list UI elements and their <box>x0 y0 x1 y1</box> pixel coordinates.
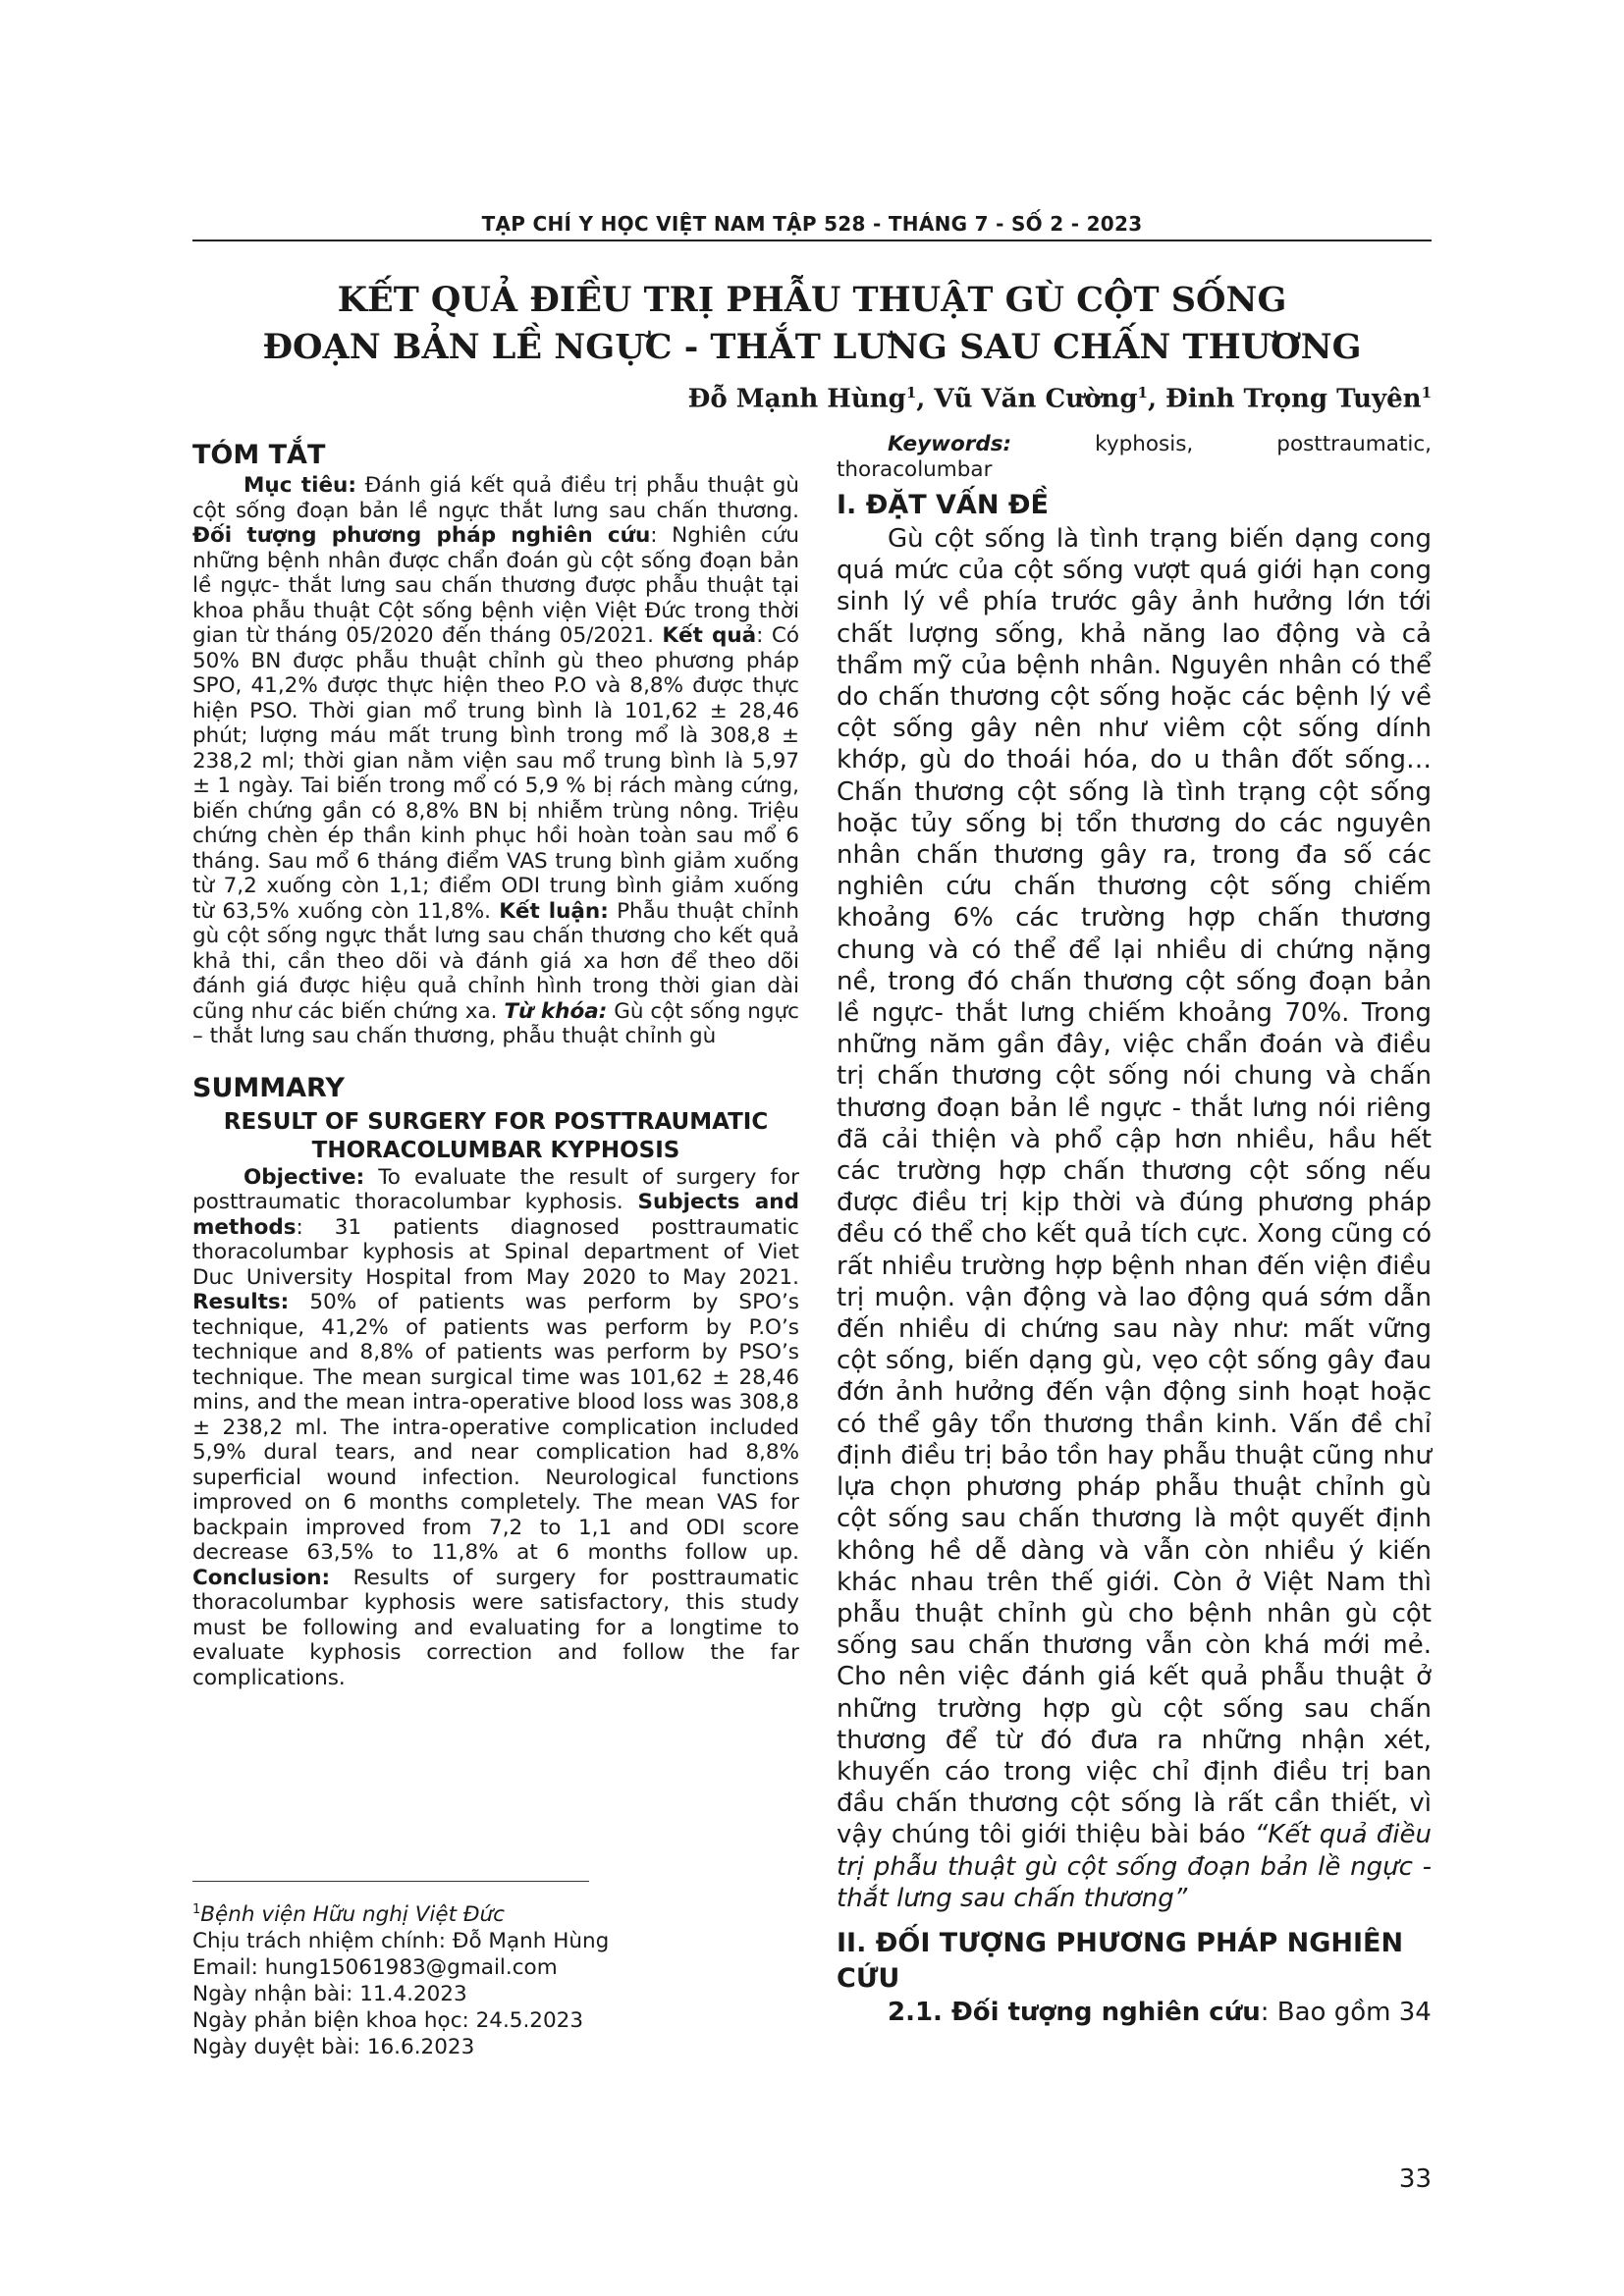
section-1-body <box>837 523 1432 1914</box>
footnote-divider <box>192 1881 589 1882</box>
journal-header: TẠP CHÍ Y HỌC VIỆT NAM TẬP 528 - THÁNG 7 - SỐ 2 - 2023 <box>481 212 1143 236</box>
summary-objective-text: To evaluate the result of surgery for posttraumatic thoracolumbar kyphosis. <box>192 1164 799 1214</box>
author-name: Vũ Văn Cường <box>934 384 1138 414</box>
footnote-received: Ngày nhận bài: 11.4.2023 <box>192 1982 467 2007</box>
objective-text: Đánh giá kết quả điều trị phẫu thuật gù cột sống đoạn bản lề ngực thắt lưng sau chấn thương. <box>192 473 799 523</box>
keywords-label: Từ khóa: <box>504 998 608 1024</box>
tomtat-abstract <box>192 473 799 1049</box>
author-separator: , <box>916 384 935 414</box>
summary-heading: SUMMARY <box>192 1072 345 1103</box>
conclusion-text: Phẫu thuật chỉnh gù cột sống ngực thắt lưng sau chấn thương cho kết quả khả thi, cần theo dõi và đánh giá xa hơn để theo dõi đánh giá được hiệu quả chỉnh hình trong thời gian dài cũng như các biến chứng xa. <box>192 898 800 1024</box>
footnotes <box>192 1896 799 2060</box>
summary-title <box>192 1108 799 1165</box>
author-name: Đỗ Mạnh Hùng <box>687 384 906 414</box>
summary-methods-label: Subjects and methods <box>192 1190 799 1240</box>
section-2-1-text: : Bao gồm 34 <box>1260 1997 1432 2027</box>
keywords-text: Gù cột sống ngực – thắt lưng sau chấn thương, phẫu thuật chỉnh gù <box>192 998 799 1048</box>
left-column <box>192 438 799 1690</box>
section-1-heading: I. ĐẶT VẤN ĐỀ <box>837 490 1049 520</box>
summary-conclusion-label: Conclusion: <box>192 1565 331 1590</box>
section-1-text: Gù cột sống là tình trạng biến dạng cong quá mức của cột sống vượt quá giới hạn cong sinh lý về phía trước gây ảnh hưởng lớn tới chất lượng sống, khả năng lao động và cả thẩm mỹ của bệnh nhân. Nguyên nhân có thể do chấn thương cột sống hoặc các bệnh lý về cột sống gây nên như viêm cột sống dính khớp, gù do thoái hóa, do u thân đốt sống… Chấn thương cột sống là tình trạng cột sống hoặc tủy sống bị tổn thương do các nguyên nhân chấn thương gây ra, trong đa số các nghiên cứu chấn thương cột sống chiếm khoảng 6% các trường hợp chấn thương chung và có thể để lại nhiều di chứng nặng nề, trong đó chấn thương cột sống đoạn bản lề ngực- thắt lưng chiếm khoảng 70%. Trong những năm gần đây, việc chẩn đoán và điều trị chấn thương cột sống nói chung và chấn thương đoạn bản lề ngực - thắt lưng nói riêng đã cải thiện và phổ cập hơn nhiều, hầu hết các trường hợp chấn thương cột sống nếu được điều trị kịp thời và đúng phương pháp đều có thể cho kết quả tích cực. Xong cũng có rất nhiều trường hợp bệnh nhan đến viện điều trị muộn. vận động và lao động quá sớm dẫn đến nhiều di chứng sau này như: mất vững cột sống, biến dạng gù, vẹo cột sống gây đau đớn ảnh hưởng đến vận động sinh hoạt hoặc có thể gây tổn thương thần kinh. Vấn đề chỉ định điều trị bảo tồn hay phẫu thuật cũng như lựa chọn phương pháp phẫu thuật chỉnh gù cột sống sau chấn thương là một quyết định không hề dễ dàng và vẫn còn nhiều ý kiến khác nhau trên thế giới. Còn ở Việt Nam thì phẫu thuật chỉnh gù cho bệnh nhân gù cột sống sau chấn thương vẫn còn khá mới mẻ. Cho nên việc đánh giá kết quả phẫu thuật ở những trường hợp gù cột sống sau chấn thương để từ đó đưa ra những nhận xét, khuyến cáo trong việc chỉ định điều trị ban đầu chấn thương cột sống là rất cần thiết, vì vậy chúng tôi giới thiệu bài báo <box>837 524 1432 1850</box>
summary-objective-label: Objective: <box>244 1164 365 1190</box>
results-label: Kết quả <box>662 623 757 648</box>
author-affiliation-mark: 1 <box>1421 384 1432 401</box>
summary-results-text: 50% of patients was perform by SPO’s technique, 41,2% of patients was perform by P.O’s technique and 8,8% of patients was perform by PSO’s technique. The mean surgical time was 101,62 ± 28,46 mins, and the mean intra-operative blood loss was 308,8 ± 238,2 ml. The intra-operative complication included 5,9% dural tears, and near complication had 8,8% superficial wound infection. Neurological functions improved on 6 months completely. The mean VAS for backpain improved from 7,2 to 1,1 and ODI score decrease 63,5% to 11,8% at 6 months follow up. <box>192 1290 799 1565</box>
objective-label: Mục tiêu: <box>244 473 356 498</box>
footnote-affiliation <box>192 1896 799 1928</box>
summary-keywords <box>837 432 1432 482</box>
summary-keywords-text: kyphosis, posttraumatic, thoracolumbar <box>837 432 1432 482</box>
section-2-1 <box>837 1997 1432 2028</box>
section-1-quote: “Kết quả điều trị phẫu thuật gù cột sống đoạn bản lề ngực - thắt lưng sau chấn thương” <box>837 1820 1432 1913</box>
author-affiliation-mark: 1 <box>1137 384 1148 401</box>
title-line-2: ĐOẠN BẢN LỀ NGỰC - THẮT LƯNG SAU CHẤN THƯƠNG <box>262 327 1362 367</box>
footnote-email: Email: hung15061983@gmail.com <box>192 1955 558 1981</box>
tomtat-heading: TÓM TẮT <box>192 440 326 470</box>
footnote-responsible: Chịu trách nhiệm chính: Đỗ Mạnh Hùng <box>192 1929 610 1954</box>
summary-methods-text: : 31 patients diagnosed posttraumatic thoracolumbar kyphosis at Spinal department of Viet Duc University Hospital from May 2020 to May 2021. <box>192 1214 799 1290</box>
summary-results-label: Results: <box>192 1290 290 1314</box>
right-column <box>837 432 1432 2028</box>
author-list <box>688 384 1432 414</box>
affiliation-mark: 1 <box>192 1902 201 1917</box>
author-affiliation-mark: 1 <box>905 384 917 401</box>
results-text: : Có 50% BN được phẫu thuật chỉnh gù theo phương pháp SPO, 41,2% được thực hiện theo P.O và 8,8% được thực hiện PSO. Thời gian mổ trung bình là 101,62 ± 28,46 phút; lượng máu mất trung bình trong mổ là 308,8 ± 238,2 ml; thời gian nằm viện sau mổ trung bình là 5,97 ± 1 ngày. Tai biến trong mổ có 5,9 % bị rách màng cứng, biến chứng gần có 8,8% BN bị nhiễm trùng nông. Triệu chứng chèn ép thần kinh phục hồi hoàn toàn sau mổ 6 tháng. Sau mổ 6 tháng điểm VAS trung bình giảm xuống từ 7,2 xuống còn 1,1; điểm ODI trung bình giảm xuống từ 63,5% xuống còn 11,8%. <box>192 623 799 924</box>
page-number: 33 <box>1398 2164 1432 2194</box>
section-2-1-label: 2.1. Đối tượng nghiên cứu <box>888 1997 1261 2027</box>
header-divider <box>192 240 1432 241</box>
affiliation-text: Bệnh viện Hữu nghị Việt Đức <box>200 1902 505 1928</box>
summary-conclusion-text: Results of surgery for posttraumatic thoracolumbar kyphosis were satisfactory, this study must be following and evaluating for a longtime to evaluate kyphosis correction and follow the far complications. <box>192 1565 799 1690</box>
author-separator: , <box>1147 384 1166 414</box>
summary-abstract <box>192 1165 799 1691</box>
summary-keywords-label: Keywords: <box>888 432 1012 456</box>
summary-title-line-2: THORACOLUMBAR KYPHOSIS <box>311 1137 680 1163</box>
section-2-heading: II. ĐỐI TƯỢNG PHƯƠNG PHÁP NGHIÊN CỨU <box>837 1927 1404 1994</box>
summary-title-line-1: RESULT OF SURGERY FOR POSTTRAUMATIC <box>223 1108 769 1135</box>
conclusion-label: Kết luận: <box>499 898 609 924</box>
methods-text: : Nghiên cứu những bệnh nhân được chẩn đoán gù cột sống đoạn bản lề ngực- thắt lưng sau chấn thương được phẫu thuật tại khoa phẫu thuật Cột sống bệnh viện Việt Đức trong thời gian từ tháng 05/2020 đến tháng 05/2021. <box>192 523 800 648</box>
title-line-1: KẾT QUẢ ĐIỀU TRỊ PHẪU THUẬT GÙ CỘT SỐNG <box>337 280 1287 320</box>
footnote-reviewed: Ngày phản biện khoa học: 24.5.2023 <box>192 2008 584 2034</box>
article-title <box>192 277 1432 371</box>
author-name: Đinh Trọng Tuyên <box>1165 384 1422 414</box>
footnote-accepted: Ngày duyệt bài: 16.6.2023 <box>192 2035 475 2060</box>
methods-label: Đối tượng phương pháp nghiên cứu <box>192 523 651 548</box>
